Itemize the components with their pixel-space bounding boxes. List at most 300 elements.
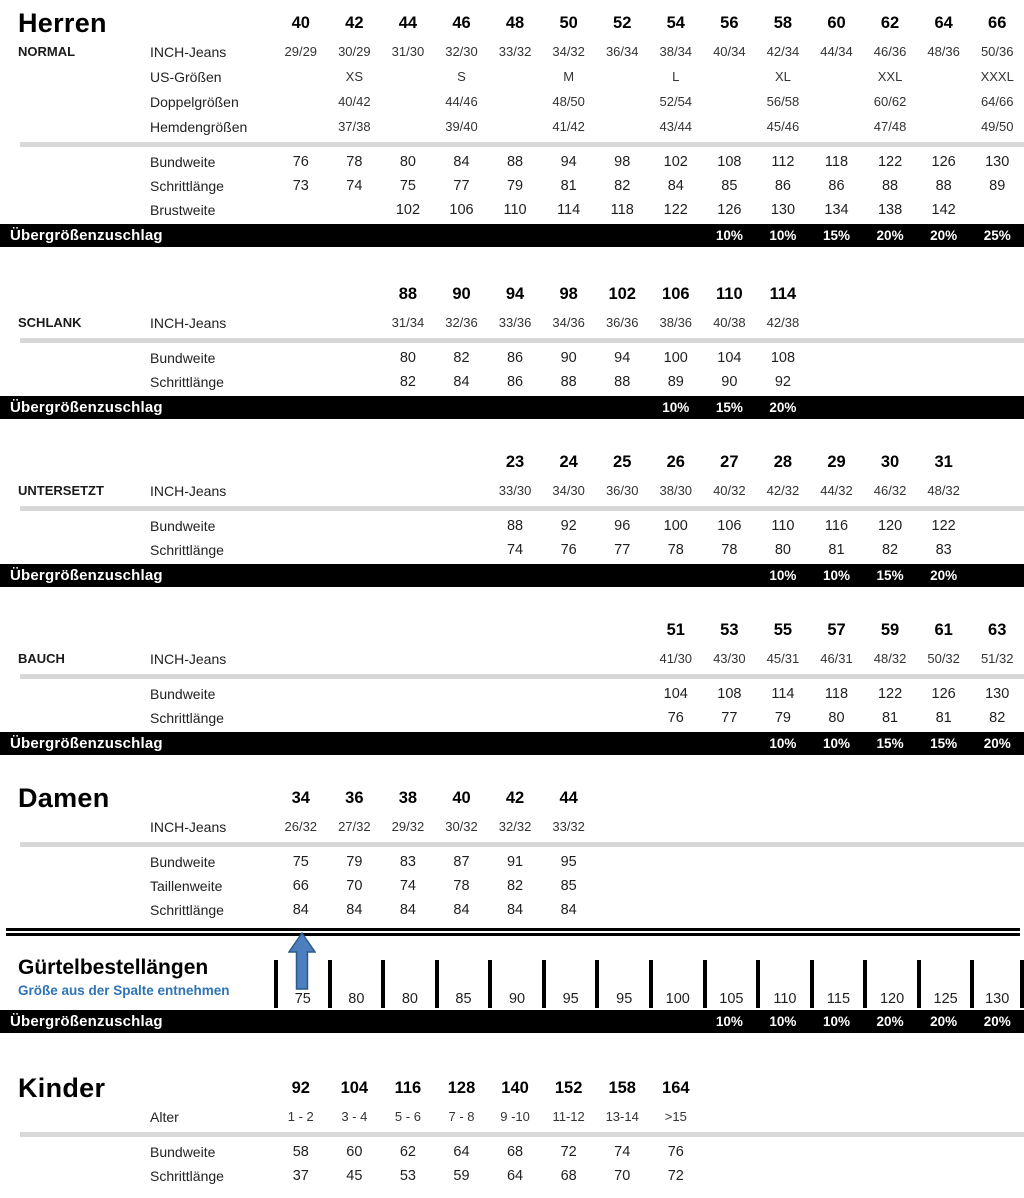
value-cell: 110 — [503, 202, 527, 218]
value-cell: 80 — [399, 350, 416, 366]
value-cell: 46/31 — [820, 651, 853, 666]
value-cell: 38/36 — [659, 315, 693, 330]
row-label: INCH-Jeans — [150, 482, 227, 499]
size-cell: 158 — [608, 1079, 636, 1097]
value-cell: 89 — [667, 374, 684, 390]
surcharge-bar — [0, 564, 1024, 587]
value-cell: 76 — [560, 542, 577, 558]
size-cell: 58 — [773, 14, 793, 32]
value-cell: 84 — [453, 902, 470, 918]
row-label: Bundweite — [150, 854, 216, 870]
section-label: UNTERSETZT — [18, 483, 104, 498]
value-cell: 45/46 — [766, 119, 800, 134]
belt-value-cell: 120 — [863, 960, 917, 1008]
value-cell: 32/32 — [498, 819, 532, 834]
table-row — [0, 447, 1024, 478]
value-cell: 88 — [506, 518, 524, 534]
value-cell: 29/29 — [284, 44, 318, 59]
value-cell: 104 — [717, 350, 742, 366]
value-cell: 126 — [717, 202, 742, 218]
value-cell: 78 — [453, 878, 470, 894]
value-cell: 84 — [560, 902, 577, 918]
row-label: INCH-Jeans — [150, 314, 227, 331]
value-cell: 9 -10 — [500, 1109, 530, 1124]
value-cell: 77 — [721, 710, 738, 726]
value-cell: 64 — [506, 1168, 524, 1184]
value-cell: 114 — [771, 686, 795, 702]
value-cell: 88 — [614, 374, 631, 390]
value-cell: 130 — [985, 686, 1010, 702]
row-label: INCH-Jeans — [150, 43, 227, 60]
value-cell: 88 — [935, 178, 952, 194]
value-cell: 108 — [770, 350, 796, 366]
value-cell: 36/34 — [605, 44, 639, 59]
size-cell: 42 — [505, 789, 525, 807]
value-cell: 86 — [774, 178, 791, 194]
value-cell: 58 — [292, 1144, 309, 1160]
value-cell: 75 — [399, 178, 416, 194]
belt-value-cell: 125 — [917, 960, 971, 1008]
value-cell: 75 — [292, 854, 309, 870]
size-cell: 52 — [613, 14, 632, 32]
value-cell: 1 - 2 — [287, 1109, 314, 1124]
value-cell: 82 — [989, 710, 1006, 726]
value-cell: 50/36 — [980, 44, 1014, 59]
value-cell: 44/34 — [820, 44, 853, 59]
size-cell: 44 — [559, 789, 578, 807]
value-cell: 122 — [663, 202, 688, 218]
size-cell: 26 — [666, 453, 685, 471]
row-label: Schrittlänge — [150, 542, 224, 558]
table-row — [0, 279, 1024, 310]
value-cell: 46/36 — [873, 44, 907, 59]
table-row — [0, 514, 1024, 538]
surcharge-cell: 10% — [822, 568, 850, 583]
row-label: Bundweite — [150, 686, 216, 702]
value-cell: 42/38 — [766, 315, 800, 330]
value-cell: 76 — [667, 710, 684, 726]
row-label: Bundweite — [150, 518, 216, 534]
table-row — [0, 615, 1024, 646]
belt-heading — [18, 956, 230, 998]
section-label: BAUCH — [18, 651, 65, 666]
table-row — [0, 646, 1024, 671]
value-cell: 118 — [610, 202, 634, 218]
separator-line — [20, 338, 1024, 343]
table-row — [0, 150, 1024, 174]
value-cell: 81 — [828, 542, 845, 558]
table-row — [0, 814, 1024, 839]
surcharge-cell: 15% — [876, 568, 904, 583]
belt-subtitle: Größe aus der Spalte entnehmen — [18, 983, 230, 998]
row-label: Taillenweite — [150, 878, 223, 894]
value-cell: 85 — [560, 878, 577, 894]
value-cell: 31/30 — [391, 44, 425, 59]
value-cell: 76 — [292, 154, 309, 170]
size-cell: 54 — [666, 14, 685, 32]
value-cell: 86 — [828, 178, 845, 194]
size-cell: 44 — [398, 14, 418, 32]
value-cell: 114 — [557, 202, 581, 218]
value-cell: 53 — [399, 1168, 416, 1184]
surcharge-bar — [0, 224, 1024, 247]
table-row — [0, 89, 1024, 114]
size-cell: 42 — [345, 14, 364, 32]
row-label: INCH-Jeans — [150, 650, 227, 667]
section-kinder — [0, 1073, 1024, 1188]
separator-line — [20, 142, 1024, 147]
belt-value-cell: 80 — [381, 960, 435, 1008]
section-heading: Kinder — [18, 1073, 106, 1103]
size-cell: 102 — [608, 285, 636, 303]
value-cell: XXXL — [980, 69, 1014, 84]
value-cell: 84 — [399, 902, 416, 918]
separator-line — [20, 1132, 1024, 1137]
table-row — [0, 64, 1024, 89]
surcharge-cell: 10% — [715, 228, 743, 243]
value-cell: 46/32 — [873, 483, 907, 498]
table-row — [0, 538, 1024, 562]
size-cell: 48 — [505, 14, 525, 32]
value-cell: 3 - 4 — [341, 1109, 368, 1124]
belt-cells — [274, 960, 1024, 1008]
value-cell: 33/36 — [498, 315, 532, 330]
value-cell: 81 — [881, 710, 899, 726]
size-cell: 29 — [827, 453, 846, 471]
surcharge-label: Übergrößenzuschlag — [10, 399, 163, 416]
section-herren-normal — [0, 8, 1024, 247]
table-row — [0, 1104, 1024, 1129]
value-cell: XL — [774, 69, 791, 84]
value-cell: 32/36 — [445, 315, 478, 330]
section-label: NORMAL — [18, 44, 76, 59]
section-untersetzt — [0, 447, 1024, 587]
size-cell: 110 — [716, 285, 743, 303]
value-cell: 73 — [292, 178, 309, 194]
separator-line — [20, 674, 1024, 679]
value-cell: 32/30 — [445, 44, 478, 59]
value-cell: 108 — [717, 154, 742, 170]
value-cell: 106 — [717, 518, 742, 534]
size-cell: 92 — [291, 1079, 310, 1097]
table-row — [0, 174, 1024, 198]
table-row — [0, 8, 1024, 39]
size-cell: 36 — [345, 789, 364, 807]
belt-value-cell: 85 — [435, 960, 489, 1008]
value-cell: 88 — [506, 154, 524, 170]
value-cell: 66 — [292, 878, 309, 894]
value-cell: 72 — [667, 1168, 684, 1184]
surcharge-cell: 20% — [930, 228, 958, 243]
size-cell: 38 — [398, 789, 418, 807]
size-cell: 23 — [505, 453, 525, 471]
value-cell: 76 — [667, 1144, 684, 1160]
value-cell: 108 — [717, 686, 742, 702]
value-cell: 29/32 — [391, 819, 425, 834]
value-cell: 94 — [614, 350, 631, 366]
value-cell: 74 — [346, 178, 363, 194]
size-cell: 66 — [988, 14, 1007, 32]
value-cell: 130 — [770, 202, 796, 218]
table-row — [0, 346, 1024, 370]
size-cell: 114 — [769, 285, 797, 303]
value-cell: 51/32 — [980, 651, 1014, 666]
value-cell: 110 — [771, 518, 795, 534]
double-rule — [6, 928, 1020, 936]
table-row — [0, 478, 1024, 503]
value-cell: 40/34 — [713, 44, 746, 59]
value-cell: 40/32 — [713, 483, 746, 498]
belt-scale — [0, 936, 1024, 1008]
value-cell: 80 — [399, 154, 416, 170]
value-cell: 40/38 — [713, 315, 746, 330]
size-cell: 164 — [662, 1079, 690, 1097]
value-cell: 95 — [560, 854, 577, 870]
value-cell: 13-14 — [605, 1109, 639, 1124]
row-label: Bundweite — [150, 1144, 216, 1160]
surcharge-cell: 10% — [662, 400, 690, 415]
table-row — [0, 874, 1024, 898]
size-cell: 34 — [291, 789, 310, 807]
size-cell: 98 — [559, 285, 578, 303]
value-cell: 112 — [771, 154, 795, 170]
value-cell: 90 — [721, 374, 738, 390]
value-cell: 62 — [399, 1144, 416, 1160]
value-cell: 44/46 — [445, 94, 478, 109]
value-cell: 68 — [560, 1168, 577, 1184]
value-cell: 102 — [395, 202, 421, 218]
value-cell: 48/50 — [552, 94, 585, 109]
surcharge-cell: 10% — [769, 228, 797, 243]
value-cell: 39/40 — [445, 119, 478, 134]
size-cell: 40 — [452, 789, 471, 807]
value-cell: 88 — [560, 374, 577, 390]
value-cell: 77 — [453, 178, 470, 194]
value-cell: 100 — [663, 350, 688, 366]
section-bauch — [0, 615, 1024, 755]
row-label: Schrittlänge — [150, 902, 224, 918]
value-cell: 118 — [824, 686, 849, 702]
belt-value-cell: 75 — [274, 960, 328, 1008]
row-label: US-Größen — [150, 68, 222, 85]
value-cell: 118 — [824, 154, 849, 170]
value-cell: 78 — [667, 542, 684, 558]
value-cell: 86 — [506, 374, 524, 390]
value-cell: 45/31 — [766, 651, 800, 666]
value-cell: 45 — [346, 1168, 363, 1184]
size-cell: 55 — [773, 621, 793, 639]
value-cell: 43/44 — [659, 119, 693, 134]
value-cell: 56/58 — [766, 94, 800, 109]
row-label: Doppelgrößen — [150, 93, 239, 110]
surcharge-cell: 20% — [876, 228, 904, 243]
size-cell: 61 — [934, 621, 953, 639]
value-cell: 100 — [663, 518, 688, 534]
table-row — [0, 1140, 1024, 1164]
value-cell: 64/66 — [980, 94, 1014, 109]
section-label: SCHLANK — [18, 315, 82, 330]
value-cell: 37/38 — [338, 119, 371, 134]
surcharge-cell: 15% — [930, 736, 958, 751]
size-cell: 40 — [291, 14, 310, 32]
value-cell: 82 — [453, 350, 470, 366]
surcharge-cell: 10% — [769, 1014, 797, 1029]
value-cell: 80 — [828, 710, 845, 726]
surcharge-cell: 20% — [876, 1014, 904, 1029]
value-cell: 83 — [935, 542, 952, 558]
value-cell: 33/32 — [498, 44, 532, 59]
value-cell: 27/32 — [338, 819, 371, 834]
value-cell: 81 — [560, 178, 577, 194]
value-cell: 68 — [506, 1144, 524, 1160]
value-cell: 98 — [614, 154, 631, 170]
size-cell: 140 — [501, 1079, 529, 1097]
value-cell: 92 — [774, 374, 791, 390]
value-cell: 126 — [931, 154, 956, 170]
value-cell: 36/30 — [605, 483, 639, 498]
value-cell: S — [457, 69, 466, 84]
value-cell: XXL — [877, 69, 903, 84]
size-cell: 24 — [559, 453, 578, 471]
table-row — [0, 682, 1024, 706]
value-cell: 87 — [453, 854, 470, 870]
surcharge-label: Übergrößenzuschlag — [10, 567, 163, 584]
value-cell: >15 — [664, 1109, 687, 1124]
belt-title: Gürtelbestellängen — [18, 956, 209, 979]
size-cell: 64 — [934, 14, 953, 32]
value-cell: 33/30 — [498, 483, 532, 498]
value-cell: 74 — [399, 878, 416, 894]
table-row — [0, 310, 1024, 335]
value-cell: 84 — [453, 154, 470, 170]
value-cell: 31/34 — [391, 315, 425, 330]
value-cell: 38/34 — [659, 44, 693, 59]
belt-value-cell: 95 — [542, 960, 596, 1008]
size-cell: 27 — [720, 453, 739, 471]
table-row — [0, 1164, 1024, 1188]
row-label: Alter — [150, 1108, 179, 1125]
value-cell: 82 — [506, 878, 524, 894]
value-cell: 104 — [663, 686, 688, 702]
size-cell: 28 — [773, 453, 793, 471]
value-cell: 74 — [506, 542, 524, 558]
value-cell: 30/32 — [445, 819, 478, 834]
row-label: Schrittlänge — [150, 1168, 224, 1184]
value-cell: 130 — [985, 154, 1010, 170]
table-row — [0, 39, 1024, 64]
value-cell: 40/42 — [338, 94, 371, 109]
surcharge-label: Übergrößenzuschlag — [10, 735, 163, 752]
row-label: Bundweite — [150, 350, 216, 366]
table-row — [0, 850, 1024, 874]
table-row — [0, 370, 1024, 394]
surcharge-cell: 15% — [715, 400, 743, 415]
surcharge-label: Übergrößenzuschlag — [10, 227, 163, 244]
size-cell: 56 — [720, 14, 739, 32]
value-cell: 30/29 — [338, 44, 371, 59]
belt-value-cell: 130 — [970, 960, 1024, 1008]
value-cell: 91 — [506, 854, 524, 870]
table-row — [0, 1073, 1024, 1104]
size-cell: 152 — [554, 1079, 583, 1097]
value-cell: 37 — [292, 1168, 309, 1184]
row-label: Schrittlänge — [150, 374, 224, 390]
surcharge-bar — [0, 396, 1024, 419]
value-cell: 80 — [774, 542, 791, 558]
value-cell: 7 - 8 — [448, 1109, 475, 1124]
separator-line — [20, 506, 1024, 511]
size-cell: 30 — [880, 453, 900, 471]
surcharge-cell: 20% — [930, 1014, 958, 1029]
surcharge-label: Übergrößenzuschlag — [10, 1013, 163, 1030]
surcharge-bar — [0, 732, 1024, 755]
value-cell: 38/30 — [659, 483, 693, 498]
value-cell: 94 — [560, 154, 577, 170]
size-cell: 104 — [340, 1079, 369, 1097]
value-cell: M — [563, 69, 575, 84]
belt-value-cell: 100 — [649, 960, 703, 1008]
value-cell: 126 — [931, 686, 956, 702]
value-cell: 83 — [399, 854, 416, 870]
size-cell: 50 — [559, 14, 578, 32]
surcharge-cell: 20% — [983, 736, 1011, 751]
value-cell: 59 — [453, 1168, 470, 1184]
value-cell: 41/42 — [552, 119, 585, 134]
value-cell: 84 — [506, 902, 524, 918]
size-cell: 25 — [613, 453, 632, 471]
value-cell: 34/30 — [552, 483, 585, 498]
value-cell: 70 — [346, 878, 363, 894]
section-heading: Herren — [18, 8, 107, 38]
value-cell: 82 — [614, 178, 631, 194]
value-cell: 96 — [614, 518, 631, 534]
value-cell: 33/32 — [552, 819, 585, 834]
row-label: Hemdengrößen — [150, 118, 248, 135]
value-cell: 92 — [560, 518, 577, 534]
size-cell: 60 — [827, 14, 846, 32]
size-cell: 31 — [934, 453, 953, 471]
section-guertel — [0, 936, 1024, 1033]
value-cell: 42/34 — [766, 44, 800, 59]
surcharge-cell: 10% — [769, 568, 797, 583]
size-cell: 90 — [452, 285, 471, 303]
value-cell: 81 — [935, 710, 952, 726]
value-cell: 134 — [824, 202, 849, 218]
size-cell: 106 — [662, 285, 690, 303]
value-cell: 70 — [614, 1168, 631, 1184]
value-cell: 5 - 6 — [394, 1109, 421, 1124]
value-cell: 138 — [877, 202, 903, 218]
row-label: INCH-Jeans — [150, 818, 227, 835]
size-cell: 128 — [447, 1079, 476, 1097]
value-cell: 85 — [721, 178, 738, 194]
table-row — [0, 898, 1024, 922]
value-cell: 11-12 — [552, 1109, 585, 1124]
size-cell: 88 — [398, 285, 418, 303]
value-cell: 41/30 — [659, 651, 693, 666]
surcharge-cell: 10% — [822, 1014, 850, 1029]
size-cell: 53 — [720, 621, 739, 639]
value-cell: 74 — [614, 1144, 631, 1160]
value-cell: 84 — [453, 374, 470, 390]
size-cell: 116 — [394, 1079, 422, 1097]
value-cell: 79 — [774, 710, 791, 726]
value-cell: 122 — [931, 518, 956, 534]
section-heading: Damen — [18, 783, 110, 813]
value-cell: 26/32 — [284, 819, 318, 834]
surcharge-cell: 25% — [983, 228, 1011, 243]
row-label: Schrittlänge — [150, 178, 224, 194]
